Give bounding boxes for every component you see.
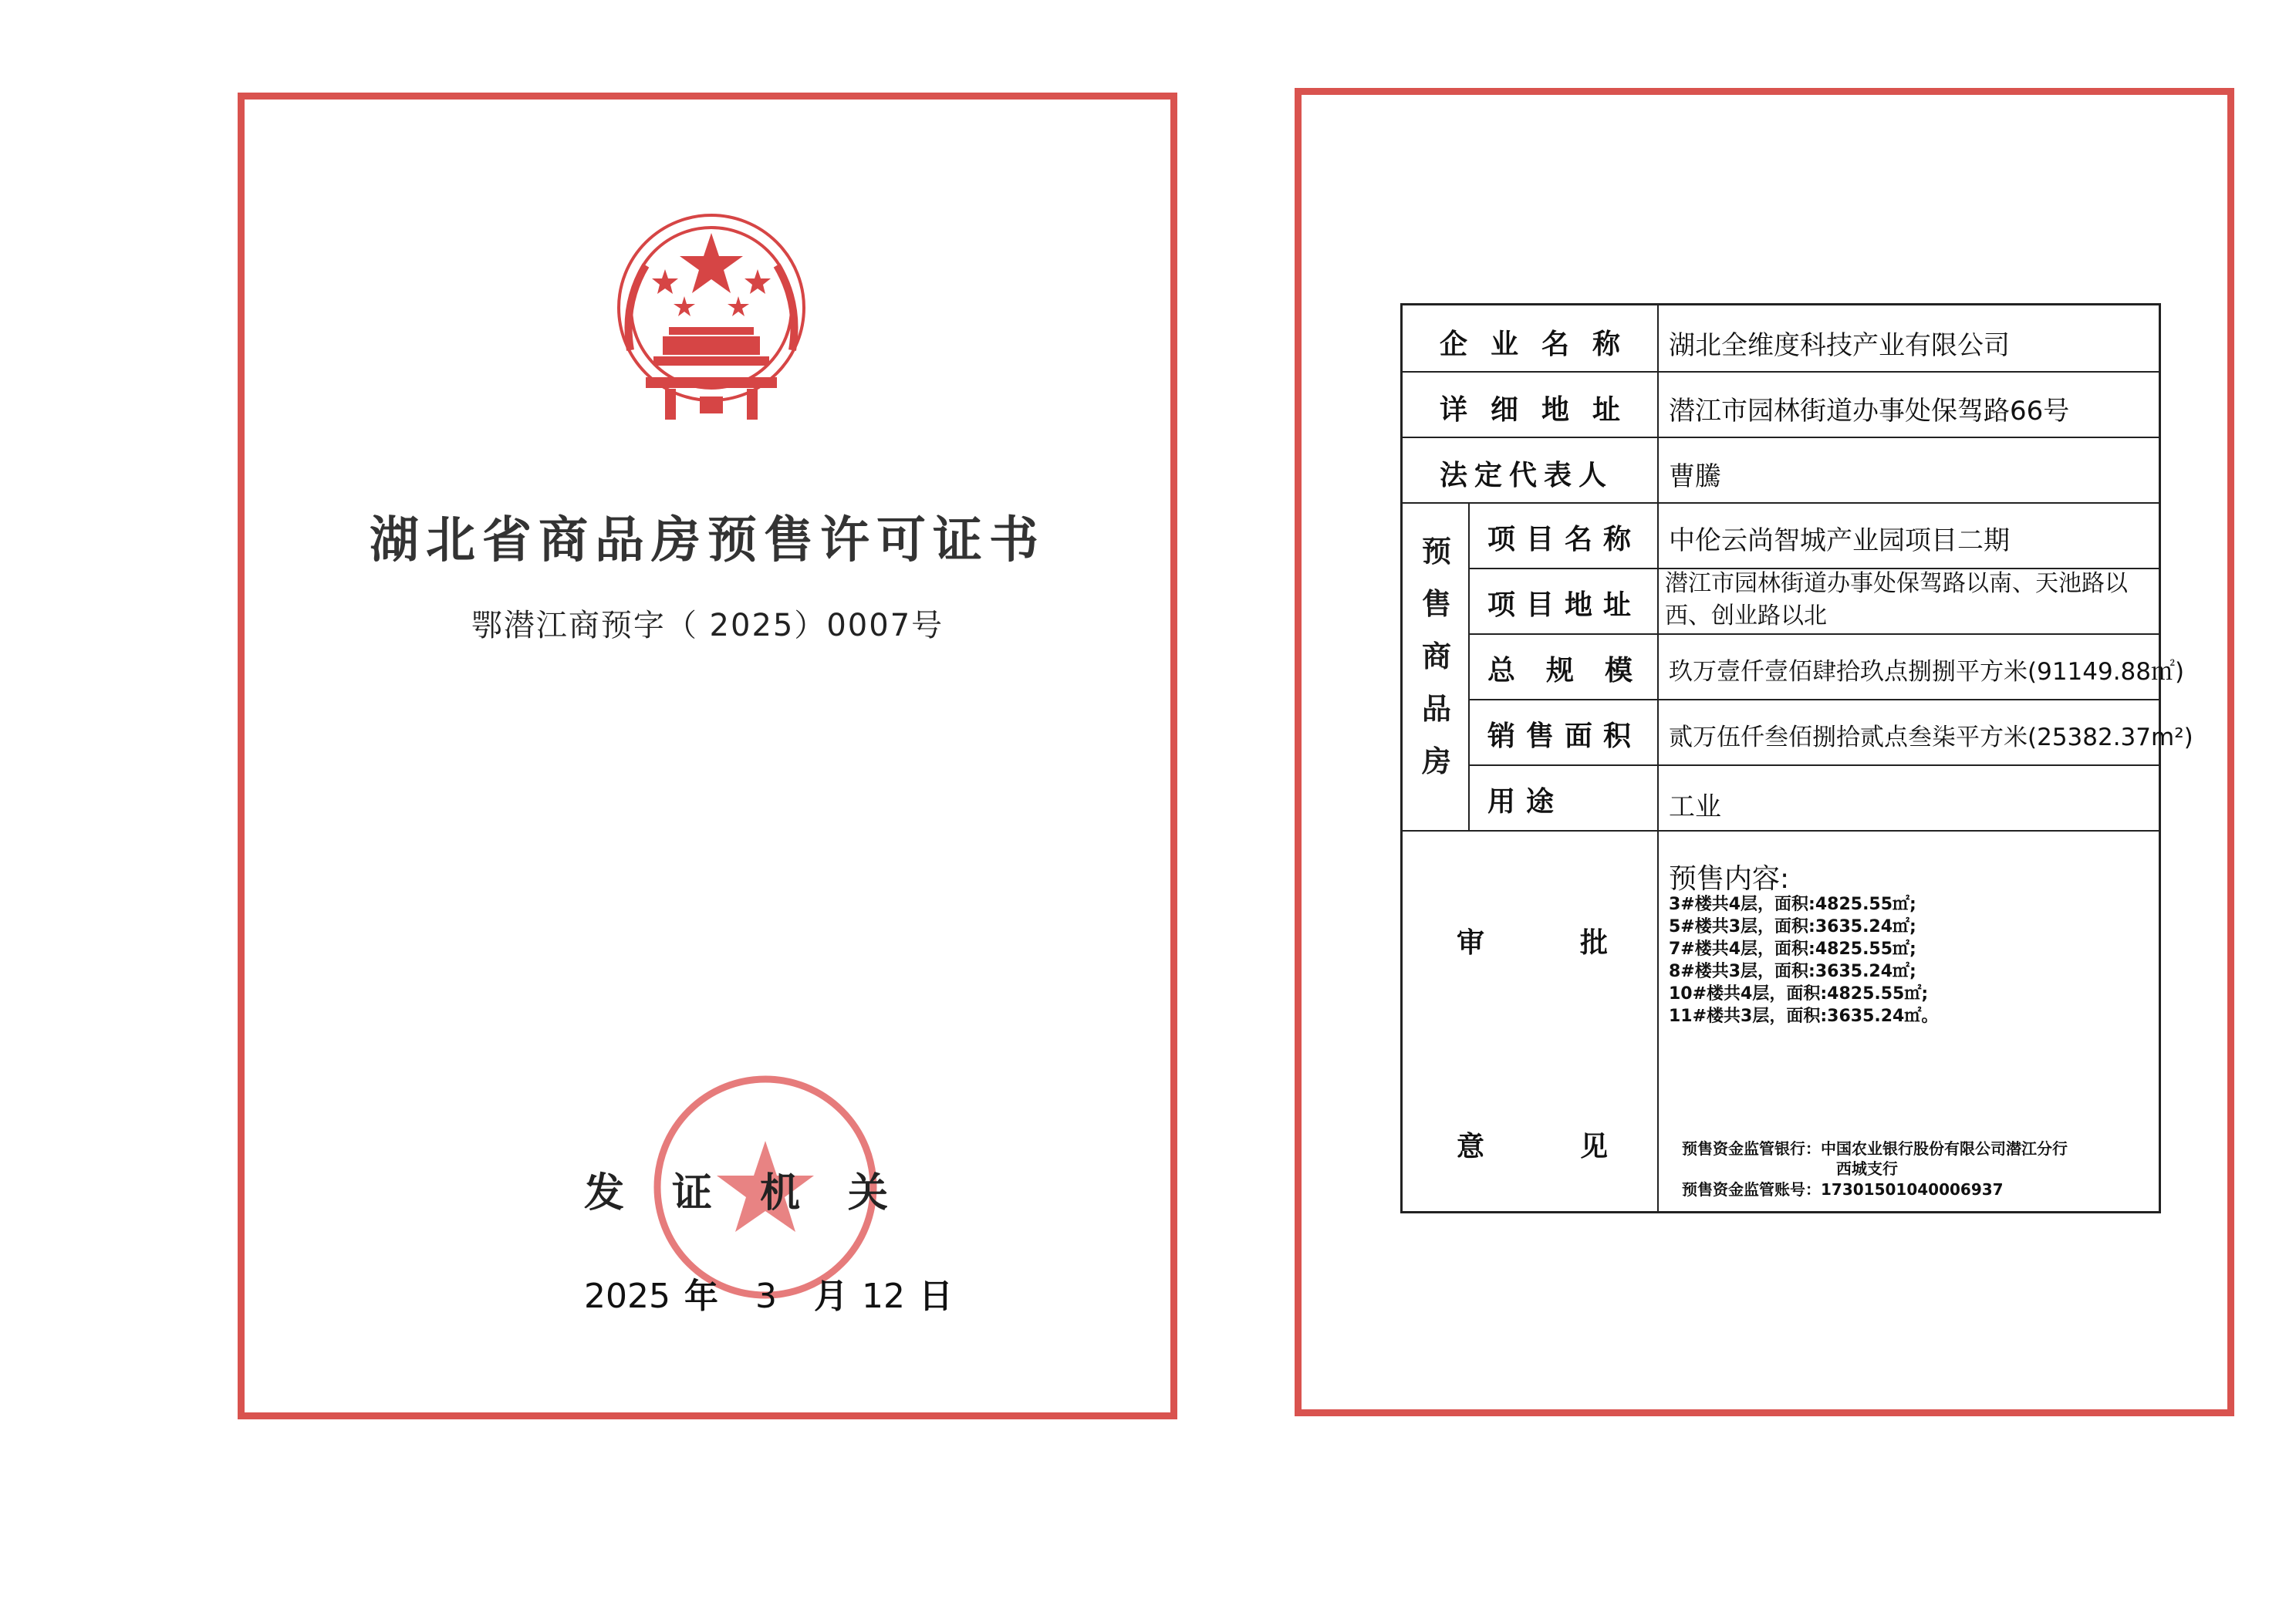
list-item: 7#楼共4层，面积:4825.55㎡; [1669,940,1916,959]
legal-representative-value: 曹騰 [1669,461,1721,492]
certificate-cover [238,93,1177,1419]
sales-area-value: 贰万伍仟叁佰捌拾贰点叁柒平方米(25382.37m²) [1669,724,2193,751]
company-name-label: 企业名称 [1440,329,1644,360]
presale-property-group-label: 预 售 商 品 房 [1421,535,1451,778]
approval-label-top-1: 审 [1457,927,1485,959]
issue-date: 2025 年 3 月 12 日 [584,1277,953,1316]
supervision-account: 预售资金监管账号：17301501040006937 [1682,1180,2004,1199]
national-emblem-icon [592,204,831,427]
project-address-label: 项目地址 [1487,589,1643,621]
project-name-label: 项目名称 [1487,524,1643,555]
list-item: 3#楼共4层，面积:4825.55㎡; [1669,895,1916,914]
address-value: 潜江市园林街道办事处保驾路66号 [1669,396,2070,427]
certificate-number: 鄂潜江商预字（ 2025）0007号 [471,608,944,643]
approval-label-bottom-2: 见 [1580,1131,1609,1162]
usage-value: 工业 [1669,791,1721,822]
issuing-authority-label: 发 证 机 关 [584,1170,889,1216]
legal-representative-label: 法定代表人 [1440,460,1614,491]
sales-area-label: 销售面积 [1487,720,1643,752]
approval-label-bottom-1: 意 [1457,1131,1485,1162]
approval-label-top-2: 批 [1580,927,1609,959]
certificate-details-page [1295,88,2234,1416]
project-name-value: 中伦云尚智城产业园项目二期 [1669,525,2010,556]
list-item: 8#楼共3层，面积:3635.24㎡; [1669,962,1916,981]
list-item: 10#楼共4层，面积:4825.55㎡; [1669,984,1929,1004]
presale-content-list [1669,893,1938,1027]
list-item: 5#楼共3层，面积:3635.24㎡; [1669,917,1916,936]
usage-label: 用途 [1487,786,1565,818]
company-name-value: 湖北全维度科技产业有限公司 [1669,330,2010,361]
list-item: 11#楼共3层，面积:3635.24㎡。 [1669,1007,1939,1026]
supervision-bank-branch: 西城支行 [1836,1159,1898,1178]
address-label: 详细地址 [1440,394,1644,426]
supervision-bank: 预售资金监管银行：中国农业银行股份有限公司潜江分行 [1682,1139,2068,1158]
presale-content-heading: 预售内容: [1669,863,1790,895]
project-address-value: 潜江市园林街道办事处保驾路以南、天池路以西、创业路以北 [1665,570,2128,629]
certificate-title: 湖北省商品房预售许可证书 [370,512,1045,569]
total-scale-value: 玖万壹仟壹佰肆拾玖点捌捌平方米(91149.88㎡) [1669,658,2185,686]
total-scale-label: 总规模 [1487,655,1664,687]
info-table [1400,303,2193,1213]
